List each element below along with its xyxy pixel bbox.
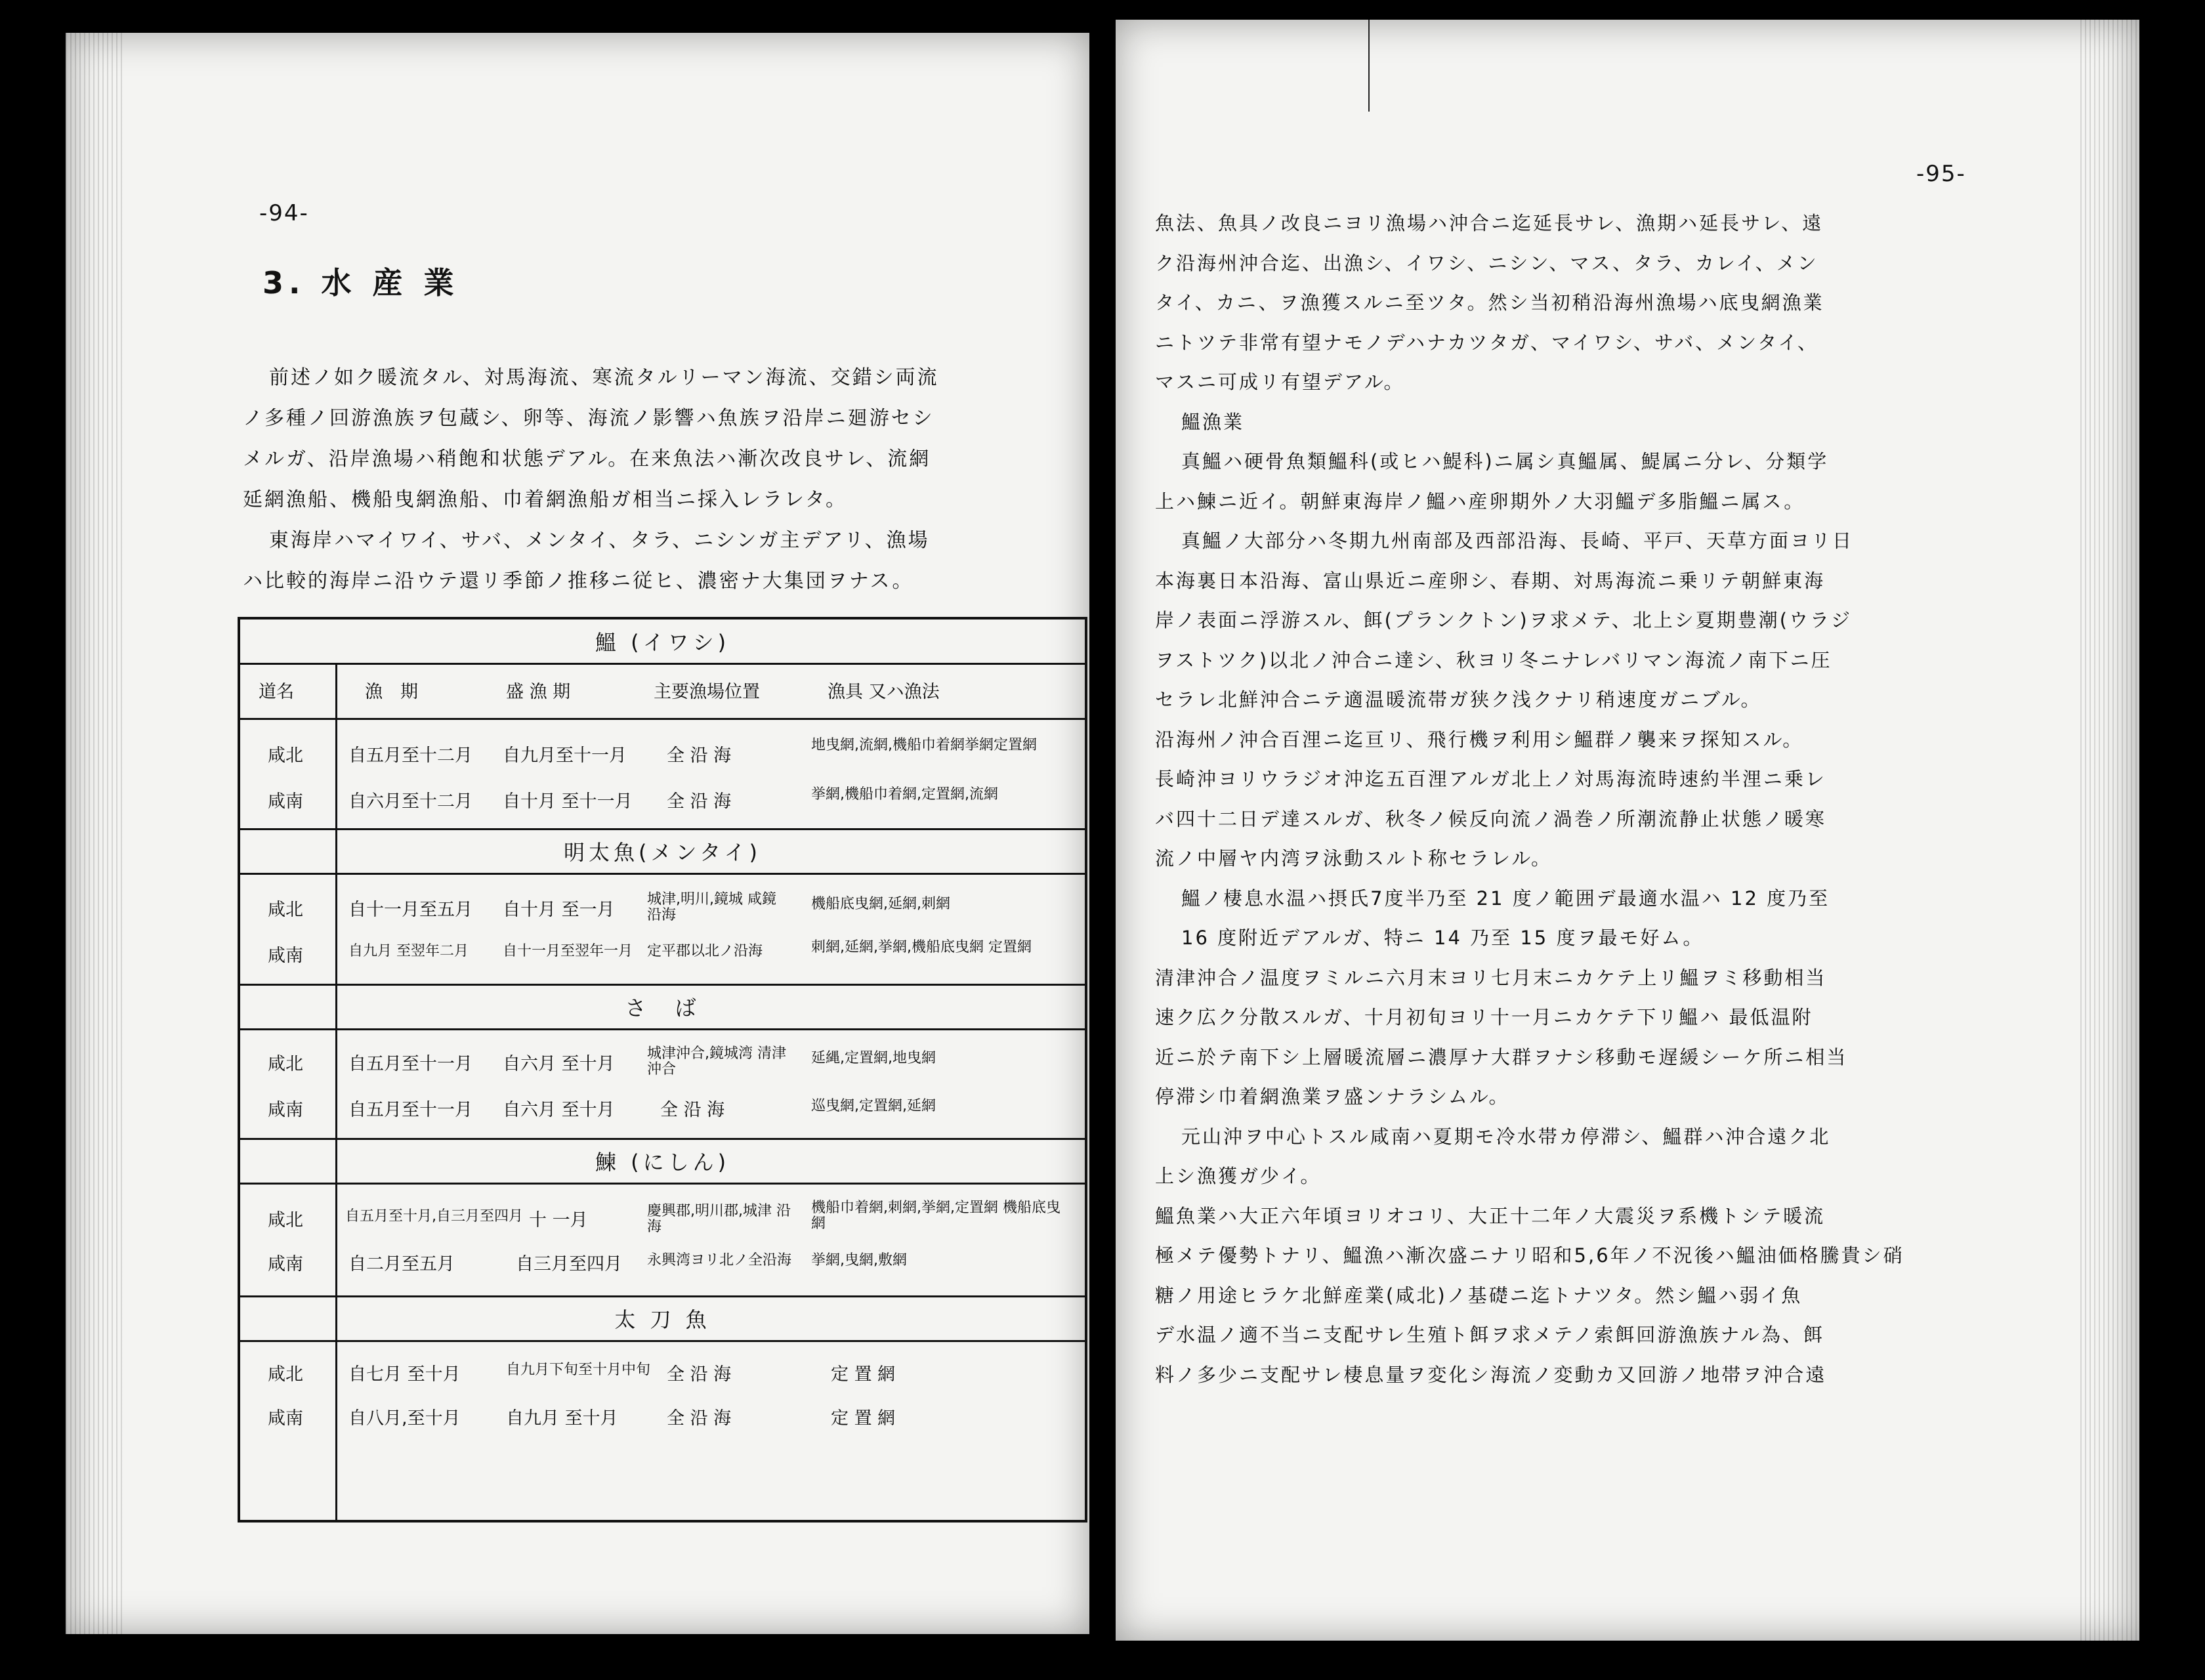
right-page bbox=[1116, 20, 2139, 1641]
table-rule bbox=[240, 873, 1085, 875]
text-line: 鰮魚業ハ大正六年頃ヨリオコリ、大正十二年ノ大震災ヲ系機トシテ暖流 bbox=[1155, 1204, 1826, 1227]
cell-season: 自九月 至翌年二月 bbox=[348, 943, 469, 959]
cell-peak: 自九月下旬至十月中旬 bbox=[506, 1362, 651, 1378]
cell-region: 咸北 bbox=[268, 746, 303, 766]
subsection-heading: 鰮漁業 bbox=[1181, 410, 1245, 433]
text-line: ヲストツク)以北ノ沖合ニ達シ、秋ヨリ冬ニナレバリマン海流ノ南下ニ圧 bbox=[1155, 648, 1832, 671]
cell-peak: 十 一月 bbox=[529, 1210, 588, 1230]
cell-peak: 自九月 至十月 bbox=[506, 1408, 618, 1429]
table-rule bbox=[240, 718, 1085, 720]
cell-peak: 自六月 至十月 bbox=[503, 1100, 615, 1120]
text-line: 沿海州ノ沖合百浬ニ迄亘リ、飛行機ヲ利用シ鰮群ノ襲来ヲ探知スル。 bbox=[1155, 728, 1804, 751]
text-line: ク沿海州沖合迄、出漁シ、イワシ、ニシン、マス、タラ、カレイ、メン bbox=[1155, 251, 1818, 274]
text-line: 糖ノ用途ヒラケ北鮮産業(咸北)ノ基礎ニ迄トナツタ。然シ鰮ハ弱イ魚 bbox=[1155, 1284, 1803, 1307]
cell-location: 全 沿 海 bbox=[660, 1100, 725, 1120]
text-line: 魚法、魚具ノ改良ニヨリ漁場ハ沖合ニ迄延長サレ、漁期ハ延長サレ、遠 bbox=[1155, 212, 1824, 234]
cell-gear: 巡曳網,定置網,延網 bbox=[811, 1098, 936, 1114]
cell-season: 自五月至十一月 bbox=[348, 1054, 472, 1074]
cell-peak: 自十月 至十一月 bbox=[503, 791, 633, 812]
text-line: 流ノ中層ヤ内湾ヲ泳動スルト称セラレル。 bbox=[1155, 847, 1552, 870]
table-rule bbox=[240, 828, 1085, 830]
cell-region: 咸南 bbox=[268, 791, 303, 812]
text-line: 本海裏日本沿海、富山県近ニ産卵シ、春期、対馬海流ニ乗リテ朝鮮東海 bbox=[1155, 569, 1826, 592]
cell-gear: 刺網,延網,挙網,機船底曳網 定置網 bbox=[811, 939, 1032, 956]
cell-location: 定平郡以北ノ沿海 bbox=[647, 943, 763, 959]
table-rule bbox=[240, 984, 1085, 986]
text-line: マスニ可成リ有望デアル。 bbox=[1155, 371, 1405, 393]
cell-location: 全 沿 海 bbox=[667, 1408, 732, 1429]
text-line: 16 度附近デアルガ、特ニ 14 乃至 15 度ヲ最モ好ム。 bbox=[1181, 927, 1704, 949]
text-line: 上ハ鰊ニ近イ。朝鮮東海岸ノ鰮ハ産卵期外ノ大羽鰮デ多脂鰮ニ属ス。 bbox=[1155, 490, 1805, 513]
page-edge-shading bbox=[66, 33, 125, 1634]
cell-region: 咸南 bbox=[268, 1254, 303, 1274]
cell-gear: 定 置 網 bbox=[831, 1364, 896, 1385]
text-line: 前述ノ如ク暖流タル、対馬海流、寒流タルリーマン海流、交錯シ両流 bbox=[269, 366, 939, 389]
text-line: 岸ノ表面ニ浮游スル、餌(プランクトン)ヲ求メテ、北上シ夏期豊潮(ウラジ bbox=[1155, 609, 1853, 631]
text-line: ニトツテ非常有望ナモノデハナカツタガ、マイワシ、サバ、メンタイ、 bbox=[1155, 331, 1818, 354]
cell-gear: 挙網,機船巾着網,定置網,流網 bbox=[811, 786, 998, 803]
cell-gear: 地曳網,流網,機船巾着網挙網定置網 bbox=[811, 737, 1037, 753]
text-line: 料ノ多少ニ支配サレ棲息量ヲ変化シ海流ノ変動カ又回游ノ地帯ヲ沖合遠 bbox=[1155, 1363, 1827, 1386]
header-peak: 盛 漁 期 bbox=[506, 682, 571, 702]
cell-region: 咸北 bbox=[268, 1054, 303, 1074]
text-line: 長崎沖ヨリウラジオ沖迄五百浬アルガ北上ノ対馬海流時速約半浬ニ乗レ bbox=[1155, 768, 1826, 790]
cell-location: 慶興郡,明川郡,城津 沿海 bbox=[647, 1203, 791, 1235]
cell-season: 自七月 至十月 bbox=[348, 1364, 461, 1385]
cell-season: 自五月至十二月 bbox=[348, 746, 472, 766]
text-line: 極メテ優勢トナリ、鰮漁ハ漸次盛ニナリ昭和5,6年ノ不況後ハ鰮油価格騰貴シ硝 bbox=[1155, 1244, 1904, 1267]
header-region: 道名 bbox=[259, 682, 294, 702]
cell-region: 咸南 bbox=[268, 1408, 303, 1429]
text-line: セラレ北鮮沖合ニテ適温暖流帯ガ狭ク浅クナリ稍速度ガニブル。 bbox=[1155, 688, 1762, 711]
text-line: 元山沖ヲ中心トスル咸南ハ夏期モ冷水帯カ停滞シ、鰮群ハ沖合遠ク北 bbox=[1181, 1125, 1831, 1148]
cell-region: 咸北 bbox=[268, 1210, 303, 1230]
cell-region: 咸南 bbox=[268, 946, 303, 966]
cell-peak: 自三月至四月 bbox=[516, 1254, 622, 1274]
cell-peak: 自六月 至十月 bbox=[503, 1054, 615, 1074]
text-line: 速ク広ク分散スルガ、十月初旬ヨリ十一月ニカケテ下リ鰮ハ 最低温附 bbox=[1155, 1006, 1813, 1028]
cell-region: 咸南 bbox=[268, 1100, 303, 1120]
page-number: -94- bbox=[259, 200, 309, 226]
text-line: 停滞シ巾着網漁業ヲ盛ンナラシムル。 bbox=[1155, 1085, 1510, 1108]
cell-gear: 機船底曳網,延網,刺網 bbox=[811, 896, 950, 912]
cell-season: 自五月至十月,自三月至四月 bbox=[345, 1208, 523, 1225]
text-line: 近ニ於テ南下シ上層暖流層ニ濃厚ナ大群ヲナシ移動モ遅緩シーケ所ニ相当 bbox=[1155, 1045, 1848, 1068]
text-line: 真鰮ノ大部分ハ冬期九州南部及西部沿海、長崎、平戸、天草方面ヨリ日 bbox=[1181, 530, 1854, 552]
section-title: 3. 水 産 業 bbox=[262, 265, 459, 301]
cell-peak: 自十月 至一月 bbox=[503, 900, 615, 920]
text-line: メルガ、沿岸漁場ハ稍飽和状態デアル。在来魚法ハ漸次改良サレ、流網 bbox=[243, 448, 931, 471]
table-section-title: さ ば bbox=[625, 996, 700, 1020]
cell-season: 自五月至十一月 bbox=[348, 1100, 472, 1120]
header-gear: 漁具 又ハ漁法 bbox=[828, 682, 940, 702]
binding-crease bbox=[1368, 20, 1370, 112]
text-line: バ四十二日デ達スルガ、秋冬ノ候反向流ノ渦巻ノ所潮流静止状態ノ暖寒 bbox=[1155, 807, 1826, 830]
header-season: 漁 期 bbox=[365, 682, 418, 702]
cell-location: 全 沿 海 bbox=[667, 791, 732, 812]
text-line: タイ、カニ、ヲ漁獲スルニ至ツタ。然シ当初稍沿海州漁場ハ底曳網漁業 bbox=[1155, 291, 1824, 314]
cell-location: 全 沿 海 bbox=[667, 746, 732, 766]
cell-region: 咸北 bbox=[268, 900, 303, 920]
cell-gear: 延縄,定置網,地曳網 bbox=[811, 1050, 936, 1066]
table-rule bbox=[240, 663, 1085, 665]
cell-gear: 機船巾着網,刺網,挙網,定置網 機船底曳網 bbox=[811, 1200, 1060, 1232]
text-line: 真鰮ハ硬骨魚類鰮科(或ヒハ鯷科)ニ属シ真鰮属、鯷属ニ分レ、分類学 bbox=[1181, 450, 1829, 472]
text-line: 鰮ノ棲息水温ハ摂氏7度半乃至 21 度ノ範囲デ最適水温ハ 12 度乃至 bbox=[1181, 887, 1830, 910]
cell-peak: 自九月至十一月 bbox=[503, 746, 627, 766]
cell-gear: 定 置 網 bbox=[831, 1408, 896, 1429]
body-text bbox=[1155, 203, 1904, 1395]
cell-season: 自十一月至五月 bbox=[348, 900, 472, 920]
table-section-title: 太 刀 魚 bbox=[614, 1307, 711, 1332]
cell-location: 全 沿 海 bbox=[667, 1364, 732, 1385]
left-page bbox=[66, 33, 1089, 1634]
cell-season: 自八月,至十月 bbox=[348, 1408, 461, 1429]
cell-season: 自二月至五月 bbox=[348, 1254, 455, 1274]
table-rule bbox=[240, 1028, 1085, 1030]
text-line: ノ多種ノ回游漁族ヲ包蔵シ、卵等、海流ノ影響ハ魚族ヲ沿岸ニ廻游セシ bbox=[243, 407, 934, 430]
fisheries-table bbox=[238, 617, 1087, 1522]
cell-gear: 挙網,曳網,敷網 bbox=[811, 1252, 907, 1269]
text-line: 東海岸ハマイワイ、サバ、メンタイ、タラ、ニシンガ主デアリ、漁場 bbox=[269, 529, 930, 552]
cell-season: 自六月至十二月 bbox=[348, 791, 472, 812]
page-edge-shading bbox=[2080, 20, 2139, 1641]
cell-peak: 自十一月至翌年一月 bbox=[503, 943, 633, 959]
text-line: ハ比較的海岸ニ沿ウテ還リ季節ノ推移ニ従ヒ、濃密ナ大集団ヲナス。 bbox=[243, 570, 914, 593]
text-line: デ水温ノ適不当ニ支配サレ生殖ト餌ヲ求メテノ索餌回游漁族ナル為、餌 bbox=[1155, 1324, 1824, 1346]
table-rule bbox=[240, 1183, 1085, 1185]
table-rule bbox=[240, 1138, 1085, 1140]
cell-location: 城津,明川,鏡城 咸鏡沿海 bbox=[647, 891, 776, 923]
cell-location: 永興湾ヨリ北ノ全沿海 bbox=[647, 1252, 792, 1269]
text-line: 清津沖合ノ温度ヲミルニ六月末ヨリ七月末ニカケテ上リ鰮ヲミ移動相当 bbox=[1155, 966, 1827, 989]
table-section-title: 明太魚(メンタイ) bbox=[563, 840, 762, 865]
header-location: 主要漁場位置 bbox=[654, 682, 760, 702]
cell-location: 城津沖合,鏡城湾 清津沖合 bbox=[647, 1045, 786, 1078]
page-number: -95- bbox=[1916, 161, 1966, 187]
cell-region: 咸北 bbox=[268, 1364, 303, 1385]
table-section-title: 鰮 (イワシ) bbox=[595, 630, 730, 655]
table-section-title: 鰊 (にしん) bbox=[595, 1150, 730, 1175]
column-divider bbox=[335, 664, 337, 1521]
intro-paragraph bbox=[243, 358, 939, 602]
text-line: 上シ漁獲ガ少イ。 bbox=[1155, 1165, 1322, 1187]
table-rule bbox=[240, 1340, 1085, 1342]
table-rule bbox=[240, 1295, 1085, 1297]
text-line: 延網漁船、機船曳網漁船、巾着網漁船ガ相当ニ採入レラレタ。 bbox=[243, 488, 847, 511]
